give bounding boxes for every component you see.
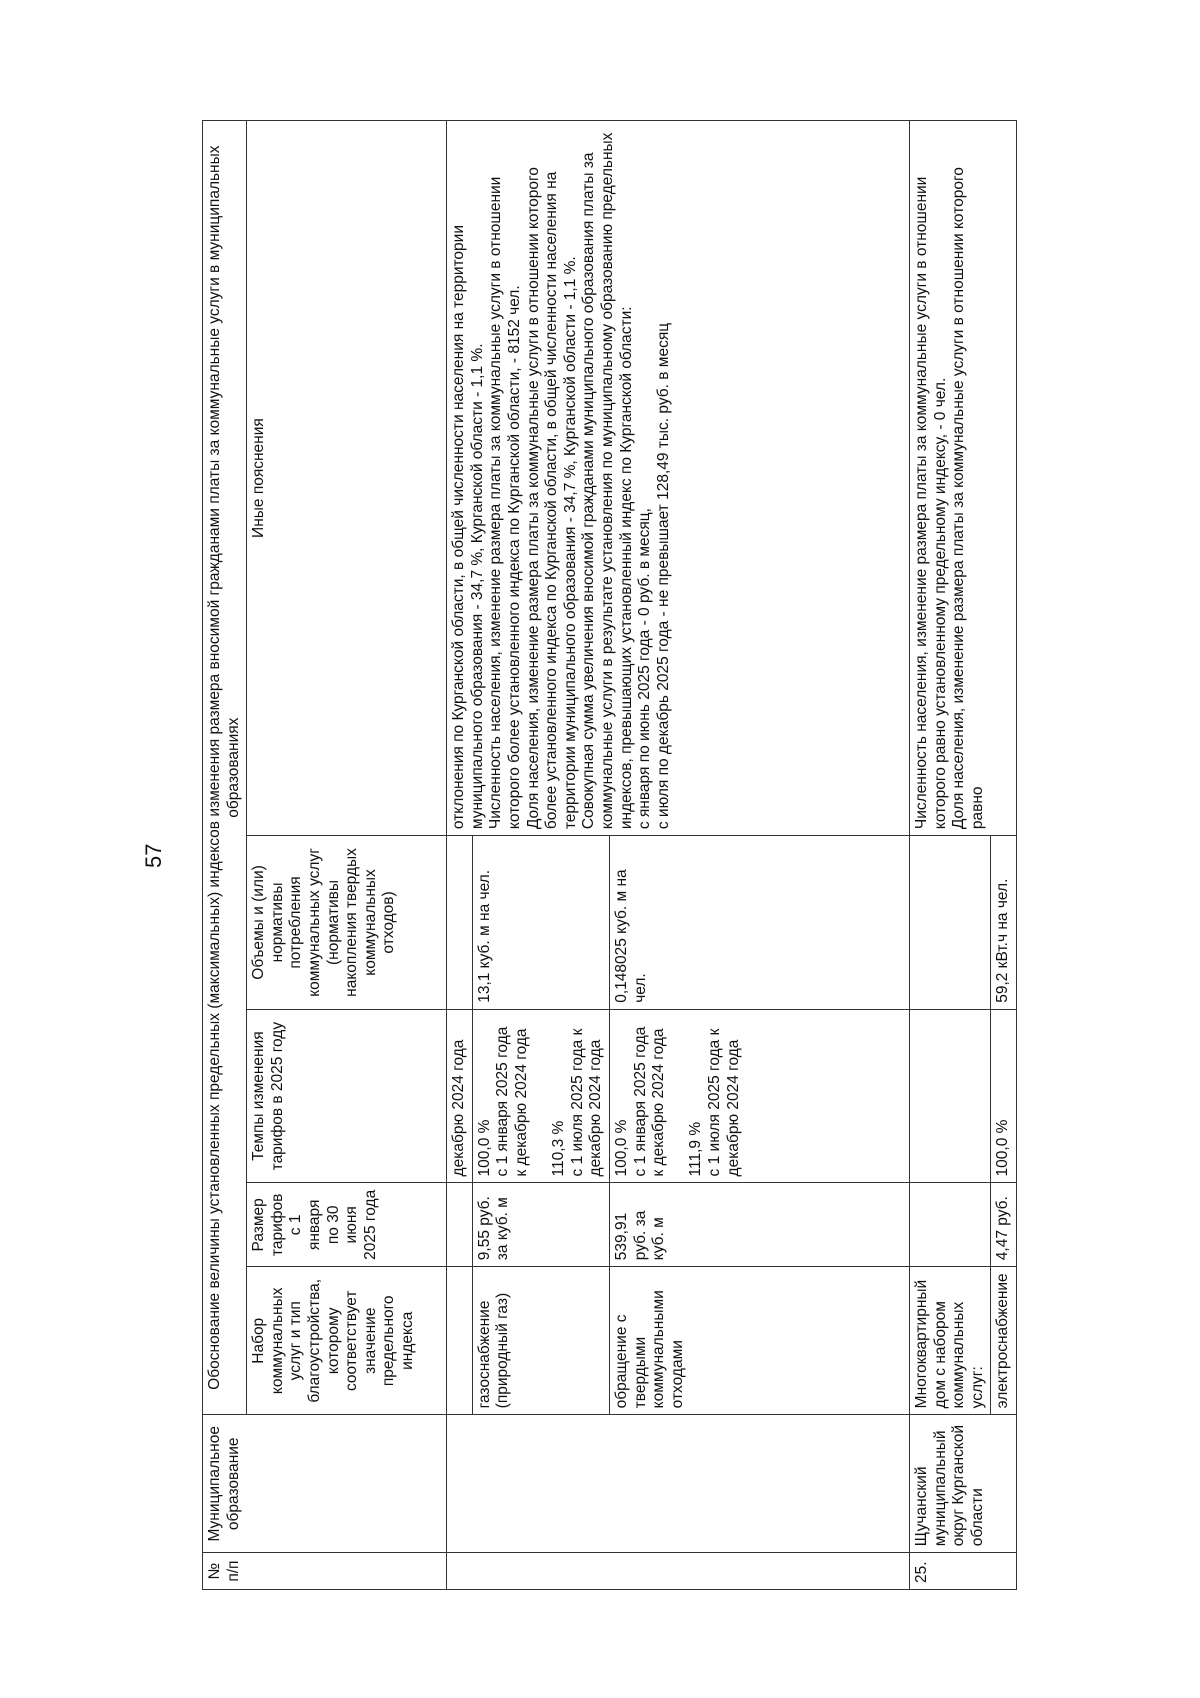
cell-set: электроснабжение — [991, 1267, 1017, 1415]
header-row-2 — [247, 121, 447, 1590]
cell-municipality: Щучанский муниципальный округ Курганской области — [909, 1415, 1016, 1553]
cell-rates — [909, 1009, 990, 1183]
justification-table — [202, 120, 1017, 1590]
table-row — [909, 121, 990, 1590]
cell-volume: 0,148025 куб. м на чел. — [609, 836, 909, 1010]
cell-volume: 59,2 кВт.ч на чел. — [991, 836, 1017, 1010]
col-municipality-header: Муниципальное образование — [203, 1415, 447, 1553]
col-other-header: Иные пояснения — [247, 121, 447, 836]
group-header: Обоснование величины установленных предельных (максимальных) индексов изменения размера вносимой гражданами платы за коммунальные услуги в муниципальных образованиях — [203, 121, 247, 1415]
cell-num — [447, 1553, 910, 1590]
cell-volume — [909, 836, 990, 1010]
cell-tariff: 539,91 руб. за куб. м — [609, 1183, 909, 1267]
cell-municipality — [447, 1415, 910, 1553]
cell-set: обращение с твердыми коммунальными отходами — [609, 1267, 909, 1415]
cell-set: Многоквартирный дом с набором коммунальных услуг: — [909, 1267, 990, 1415]
col-volumes-header: Объемы и (или) нормативы потребления коммунальных услуг (нормативы накопления твердых коммунальных отходов) — [247, 836, 447, 1010]
header-row-1 — [203, 121, 247, 1590]
cell-other: отклонения по Курганской области, в общей численности населения на территории муниципального образования - 34,7 %, Курганской области - 1,1 %. Численность населения, изменение размера платы за коммунальные услуги в отношении которого более установленного индекса по Курганской области, - 8152 чел. Доля населения, изменение размера платы за коммунальные услуги в отношении которого более установленного индекса по Курганской области, в общей численности населения на территории муниципального образования - 34,7 %, Курганской области - 1,1 %. Совокупная сумма увеличения вносимой гражданами муниципального образования платы за коммунальные услуги в результате установления по муниципальному образованию предельных индексов, превышающих установленный индекс по Курганской области: с января по июнь 2025 года - 0 руб. в месяц, с июля по декабрь 2025 года - не превышает 128,49 тыс. руб. в месяц — [447, 121, 910, 836]
cell-volume: 13,1 куб. м на чел. — [472, 836, 609, 1010]
cell-tariff: 9,55 руб. за куб. м — [472, 1183, 609, 1267]
page-number: 57 — [141, 843, 166, 868]
col-set-header: Набор коммунальных услуг и тип благоустройства, которому соответствует значение предельного индекса — [247, 1267, 447, 1415]
col-num-header: № п/п — [203, 1553, 447, 1590]
cell-num: 25. — [909, 1553, 1016, 1590]
cell-volume — [447, 836, 473, 1010]
cell-rates: декабрю 2024 года — [447, 1009, 473, 1183]
col-tariff-header: Размер тарифов с 1 января по 30 июня 2025 года — [247, 1183, 447, 1267]
cell-tariff: 4,47 руб. — [991, 1183, 1017, 1267]
cell-tariff — [909, 1183, 990, 1267]
rotated-page — [202, 120, 1147, 1590]
cell-tariff — [447, 1183, 473, 1267]
cell-rates: 100,0 % с 1 января 2025 года к декабрю 2024 года 111,9 % с 1 июля 2025 года к декабрю 2024 года — [609, 1009, 909, 1183]
cell-set — [447, 1267, 473, 1415]
cell-set: газоснабжение (природный газ) — [472, 1267, 609, 1415]
cell-rates: 100,0 % — [991, 1009, 1017, 1183]
cell-other: Численность населения, изменение размера платы за коммунальные услуги в отношении которого равно установленному предельному индексу, - 0 чел. Доля населения, изменение размера платы за коммунальные услуги в отношении которого равно — [909, 121, 1016, 836]
cell-rates: 100,0 % с 1 января 2025 года к декабрю 2024 года 110,3 % с 1 июля 2025 года к декабрю 2024 года — [472, 1009, 609, 1183]
col-rates-header: Темпы изменения тарифов в 2025 году — [247, 1009, 447, 1183]
table-row — [447, 121, 473, 1590]
